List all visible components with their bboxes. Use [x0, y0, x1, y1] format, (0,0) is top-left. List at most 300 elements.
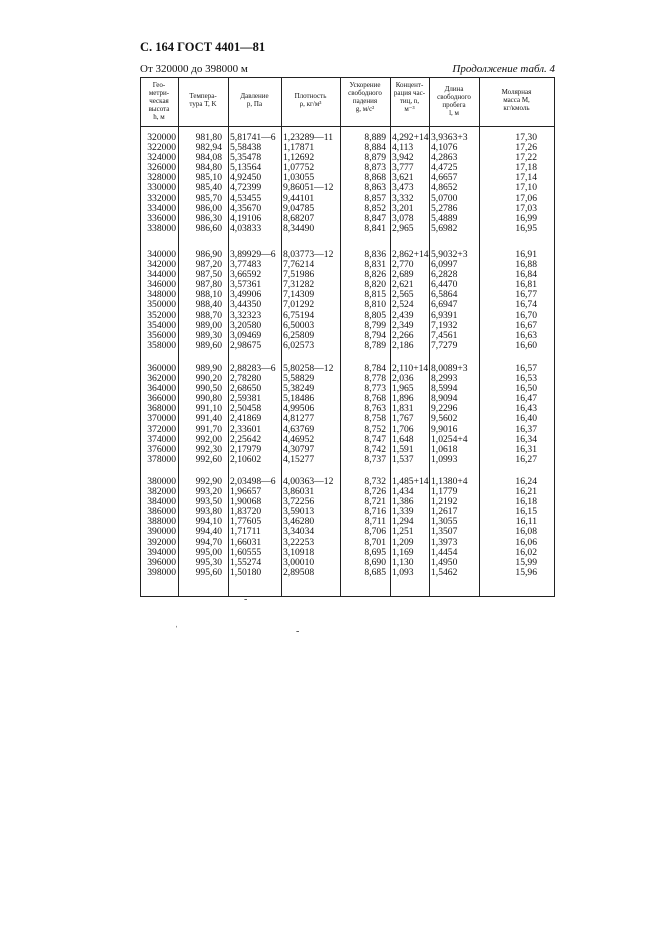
- cell-m: 16,40: [515, 413, 537, 425]
- cell-n: 2,036: [392, 373, 414, 385]
- cell-t: 981,80: [195, 132, 222, 143]
- cell-l: 1,2192: [431, 496, 458, 508]
- cell-p: 2,25642: [230, 433, 262, 445]
- cell-l: 1,0254+4: [431, 433, 468, 445]
- cell-p: 1,96657: [230, 486, 262, 498]
- cell-rho: 3,46280: [283, 516, 315, 528]
- cell-p: 3,66592: [230, 269, 262, 281]
- header-line: падения: [352, 97, 378, 105]
- cell-t: 992,00: [195, 433, 222, 445]
- cell-l: 6,9391: [431, 309, 458, 321]
- cell-g: 8,884: [364, 142, 386, 154]
- cell-g: 8,747: [364, 433, 386, 445]
- cell-p: 1,77605: [230, 516, 262, 528]
- cell-h: 372000: [147, 423, 176, 435]
- cell-t: 988,70: [195, 309, 222, 321]
- cell-rho: 7,01292: [283, 299, 315, 311]
- cell-m: 16,88: [515, 259, 537, 271]
- cell-rho: 1,23289—11: [283, 132, 334, 143]
- cell-g: 8,857: [364, 192, 386, 204]
- cell-rho: 7,14309: [283, 289, 315, 301]
- cell-l: 8,2993: [431, 373, 458, 385]
- cell-l: 1,3973: [431, 536, 458, 548]
- cell-n: 2,965: [392, 222, 414, 234]
- cell-h: 366000: [147, 393, 176, 405]
- cell-t: 985,10: [195, 172, 222, 184]
- cell-p: 4,53455: [230, 192, 262, 204]
- header-line: ρ, кг/м³: [299, 100, 322, 108]
- page-header: С. 164 ГОСТ 4401—81: [140, 40, 266, 54]
- table-row: [140, 568, 555, 578]
- table-row: [140, 341, 555, 351]
- header-line: Длина: [444, 85, 464, 93]
- header-line: тиц, n,: [399, 97, 420, 105]
- cell-g: 8,868: [364, 172, 386, 184]
- cell-p: 4,72399: [230, 182, 262, 194]
- cell-l: 4,8652: [431, 182, 458, 194]
- cell-rho: 1,12692: [283, 152, 315, 164]
- cell-l: 1,1380+4: [431, 476, 468, 487]
- cell-n: 1,485+14: [392, 476, 429, 487]
- cell-g: 8,711: [364, 516, 386, 528]
- cell-g: 8,784: [364, 363, 386, 374]
- cell-g: 8,752: [364, 423, 386, 435]
- cell-t: 984,08: [195, 152, 222, 164]
- cell-g: 8,794: [364, 329, 386, 341]
- cell-m: 15,99: [515, 556, 537, 568]
- header-line: пробега: [442, 101, 466, 109]
- cell-p: 1,71711: [230, 526, 261, 538]
- cell-rho: 1,03055: [283, 172, 315, 184]
- header-line: h, м: [153, 113, 165, 121]
- header-line: свободного: [348, 89, 382, 97]
- cell-rho: 4,30797: [283, 443, 315, 455]
- cell-rho: 4,00363—12: [283, 476, 334, 487]
- cell-t: 990,20: [195, 373, 222, 385]
- cell-h: 362000: [147, 373, 176, 385]
- cell-l: 1,5462: [431, 566, 458, 578]
- cell-rho: 4,15277: [283, 453, 315, 465]
- cell-p: 3,49906: [230, 289, 262, 301]
- cell-n: 2,349: [392, 319, 414, 331]
- cell-h: 394000: [147, 546, 176, 558]
- cell-h: 346000: [147, 279, 176, 291]
- cell-p: 2,59381: [230, 393, 262, 405]
- cell-m: 16,63: [515, 329, 537, 341]
- cell-n: 3,942: [392, 152, 414, 164]
- cell-g: 8,716: [364, 506, 386, 518]
- cell-m: 16,31: [515, 443, 537, 455]
- continuation-label: Продолжение табл. 4: [452, 63, 555, 75]
- cell-n: 3,777: [392, 162, 414, 174]
- header-line: g, м/с²: [355, 105, 375, 113]
- cell-m: 16,60: [515, 339, 537, 351]
- cell-t: 991,10: [195, 403, 222, 415]
- cell-h: 320000: [147, 132, 176, 143]
- cell-t: 989,90: [195, 363, 222, 374]
- column-header-altitude: [140, 81, 178, 121]
- cell-rho: 3,59013: [283, 506, 315, 518]
- header-line: метри-: [148, 89, 170, 97]
- cell-p: 2,50458: [230, 403, 262, 415]
- cell-m: 16,11: [515, 516, 537, 528]
- cell-h: 328000: [147, 172, 176, 184]
- cell-p: 1,50180: [230, 566, 262, 578]
- cell-h: 336000: [147, 212, 176, 224]
- cell-n: 2,266: [392, 329, 414, 341]
- cell-p: 1,90068: [230, 496, 262, 508]
- cell-t: 987,80: [195, 279, 222, 291]
- cell-rho: 7,76214: [283, 259, 315, 271]
- cell-p: 1,55274: [230, 556, 262, 568]
- cell-p: 2,98675: [230, 339, 262, 351]
- cell-p: 2,78280: [230, 373, 262, 385]
- cell-m: 16,37: [515, 423, 537, 435]
- range-label: От 320000 до 398000 м: [140, 63, 248, 75]
- cell-n: 1,434: [392, 486, 414, 498]
- cell-rho: 5,80258—12: [283, 363, 334, 374]
- cell-g: 8,815: [364, 289, 386, 301]
- cell-t: 988,10: [195, 289, 222, 301]
- cell-g: 8,799: [364, 319, 386, 331]
- cell-p: 5,35478: [230, 152, 262, 164]
- cell-l: 7,7279: [431, 339, 458, 351]
- cell-rho: 7,51986: [283, 269, 315, 281]
- cell-h: 348000: [147, 289, 176, 301]
- cell-n: 1,896: [392, 393, 414, 405]
- cell-p: 5,81741—6: [230, 132, 276, 143]
- cell-l: 4,4725: [431, 162, 458, 174]
- cell-g: 8,690: [364, 556, 386, 568]
- cell-p: 1,83720: [230, 506, 262, 518]
- cell-rho: 6,25809: [283, 329, 315, 341]
- cell-l: 5,2786: [431, 202, 458, 214]
- cell-m: 16,67: [515, 319, 537, 331]
- header-line: p, Па: [246, 100, 263, 108]
- cell-g: 8,863: [364, 182, 386, 194]
- cell-g: 8,701: [364, 536, 386, 548]
- cell-n: 2,770: [392, 259, 414, 271]
- cell-rho: 8,68207: [283, 212, 315, 224]
- cell-rho: 3,00010: [283, 556, 315, 568]
- cell-n: 1,965: [392, 383, 414, 395]
- cell-n: 1,294: [392, 516, 414, 528]
- cell-g: 8,758: [364, 413, 386, 425]
- cell-l: 9,2296: [431, 403, 458, 415]
- cell-n: 1,537: [392, 453, 414, 465]
- cell-p: 1,60555: [230, 546, 262, 558]
- cell-n: 1,648: [392, 433, 414, 445]
- cell-p: 2,88283—6: [230, 363, 276, 374]
- cell-t: 995,30: [195, 556, 222, 568]
- cell-t: 985,40: [195, 182, 222, 194]
- cell-t: 987,20: [195, 259, 222, 271]
- cell-m: 16,91: [515, 249, 537, 260]
- column-header-gravity: [340, 81, 390, 113]
- cell-m: 16,47: [515, 393, 537, 405]
- cell-l: 1,4950: [431, 556, 458, 568]
- cell-m: 16,70: [515, 309, 537, 321]
- cell-h: 386000: [147, 506, 176, 518]
- cell-h: 364000: [147, 383, 176, 395]
- cell-h: 354000: [147, 319, 176, 331]
- cell-h: 322000: [147, 142, 176, 154]
- table-block: [140, 364, 555, 465]
- cell-g: 8,852: [364, 202, 386, 214]
- cell-t: 994,10: [195, 516, 222, 528]
- table-row: [140, 224, 555, 234]
- cell-g: 8,805: [364, 309, 386, 321]
- cell-h: 378000: [147, 453, 176, 465]
- cell-h: 352000: [147, 309, 176, 321]
- cell-h: 342000: [147, 259, 176, 271]
- cell-g: 8,847: [364, 212, 386, 224]
- cell-t: 995,60: [195, 566, 222, 578]
- header-line: Ускорение: [349, 81, 381, 89]
- column-header-density: [281, 92, 340, 108]
- cell-l: 5,6982: [431, 222, 458, 234]
- cell-t: 988,40: [195, 299, 222, 311]
- cell-p: 3,77483: [230, 259, 262, 271]
- scan-speck: -: [296, 626, 300, 637]
- cell-h: 332000: [147, 192, 176, 204]
- cell-rho: 7,31282: [283, 279, 315, 291]
- header-line: м⁻³: [404, 105, 415, 113]
- cell-l: 6,5864: [431, 289, 458, 301]
- cell-m: 17,14: [515, 172, 537, 184]
- cell-p: 2,03498—6: [230, 476, 276, 487]
- cell-h: 338000: [147, 222, 176, 234]
- cell-m: 15,96: [515, 566, 537, 578]
- table-block: [140, 250, 555, 351]
- cell-t: 989,00: [195, 319, 222, 331]
- cell-g: 8,810: [364, 299, 386, 311]
- cell-g: 8,879: [364, 152, 386, 164]
- cell-p: 2,41869: [230, 413, 262, 425]
- cell-n: 1,591: [392, 443, 414, 455]
- cell-g: 8,836: [364, 249, 386, 260]
- cell-rho: 4,46952: [283, 433, 315, 445]
- header-line: l, м: [449, 109, 459, 117]
- cell-l: 8,9094: [431, 393, 458, 405]
- cell-g: 8,841: [364, 222, 386, 234]
- cell-g: 8,768: [364, 393, 386, 405]
- scan-speck: -: [244, 594, 248, 605]
- cell-h: 344000: [147, 269, 176, 281]
- cell-t: 990,50: [195, 383, 222, 395]
- cell-g: 8,721: [364, 496, 386, 508]
- cell-g: 8,889: [364, 132, 386, 143]
- cell-rho: 6,75194: [283, 309, 315, 321]
- header-line: Темпера-: [189, 92, 217, 100]
- cell-m: 16,02: [515, 546, 537, 558]
- cell-m: 16,34: [515, 433, 537, 445]
- cell-m: 16,21: [515, 486, 537, 498]
- cell-n: 2,565: [392, 289, 414, 301]
- cell-n: 4,113: [392, 142, 414, 154]
- cell-t: 990,80: [195, 393, 222, 405]
- cell-l: 4,1076: [431, 142, 458, 154]
- cell-m: 17,06: [515, 192, 537, 204]
- cell-h: 330000: [147, 182, 176, 194]
- cell-g: 8,726: [364, 486, 386, 498]
- cell-l: 1,3507: [431, 526, 458, 538]
- cell-l: 5,4889: [431, 212, 458, 224]
- header-line: рация час-: [393, 89, 426, 97]
- cell-rho: 6,02573: [283, 339, 315, 351]
- cell-rho: 4,63769: [283, 423, 315, 435]
- cell-m: 16,53: [515, 373, 537, 385]
- cell-rho: 8,03773—12: [283, 249, 334, 260]
- cell-n: 2,110+14: [392, 363, 429, 374]
- cell-rho: 5,18486: [283, 393, 315, 405]
- header-line: свободного: [437, 93, 471, 101]
- cell-rho: 2,89508: [283, 566, 315, 578]
- cell-p: 2,17979: [230, 443, 262, 455]
- cell-h: 374000: [147, 433, 176, 445]
- cell-m: 16,18: [515, 496, 537, 508]
- cell-l: 1,2617: [431, 506, 458, 518]
- cell-rho: 9,04785: [283, 202, 315, 214]
- header-line: Концент-: [395, 81, 424, 89]
- table-block: [140, 133, 555, 234]
- cell-g: 8,873: [364, 162, 386, 174]
- cell-l: 9,9016: [431, 423, 458, 435]
- cell-l: 6,2828: [431, 269, 458, 281]
- cell-t: 989,60: [195, 339, 222, 351]
- cell-t: 991,70: [195, 423, 222, 435]
- cell-t: 986,30: [195, 212, 222, 224]
- cell-n: 1,093: [392, 566, 414, 578]
- cell-m: 16,95: [515, 222, 537, 234]
- header-line: высота: [148, 105, 170, 113]
- cell-m: 16,08: [515, 526, 537, 538]
- cell-g: 8,742: [364, 443, 386, 455]
- cell-n: 2,524: [392, 299, 414, 311]
- cell-m: 17,22: [515, 152, 537, 164]
- cell-l: 1,3055: [431, 516, 458, 528]
- header-rule: [140, 126, 555, 127]
- cell-m: 17,10: [515, 182, 537, 194]
- cell-g: 8,685: [364, 566, 386, 578]
- cell-rho: 9,86051—12: [283, 182, 334, 194]
- cell-n: 1,767: [392, 413, 414, 425]
- cell-n: 2,186: [392, 339, 414, 351]
- cell-p: 3,89929—6: [230, 249, 276, 260]
- cell-h: 392000: [147, 536, 176, 548]
- cell-p: 3,57361: [230, 279, 262, 291]
- cell-h: 396000: [147, 556, 176, 568]
- cell-t: 993,50: [195, 496, 222, 508]
- cell-h: 390000: [147, 526, 176, 538]
- cell-h: 388000: [147, 516, 176, 528]
- cell-m: 16,15: [515, 506, 537, 518]
- cell-n: 1,130: [392, 556, 414, 568]
- cell-p: 3,32323: [230, 309, 262, 321]
- cell-n: 1,209: [392, 536, 414, 548]
- cell-m: 17,30: [515, 132, 537, 143]
- cell-l: 1,1779: [431, 486, 458, 498]
- cell-g: 8,820: [364, 279, 386, 291]
- cell-h: 334000: [147, 202, 176, 214]
- header-line: Плотность: [294, 92, 327, 100]
- cell-rho: 6,50003: [283, 319, 315, 331]
- cell-n: 3,201: [392, 202, 414, 214]
- cell-l: 7,4561: [431, 329, 458, 341]
- cell-h: 360000: [147, 363, 176, 374]
- cell-rho: 5,58829: [283, 373, 315, 385]
- cell-t: 987,50: [195, 269, 222, 281]
- cell-h: 350000: [147, 299, 176, 311]
- cell-p: 1,66031: [230, 536, 262, 548]
- cell-p: 3,09469: [230, 329, 262, 341]
- cell-n: 3,621: [392, 172, 414, 184]
- cell-rho: 9,44101: [283, 192, 315, 204]
- cell-n: 1,706: [392, 423, 414, 435]
- cell-m: 16,77: [515, 289, 537, 301]
- scan-speck: ˈ: [175, 625, 179, 636]
- cell-l: 3,9363+3: [431, 132, 468, 143]
- cell-p: 5,58438: [230, 142, 262, 154]
- header-line: тура T, K: [189, 100, 217, 108]
- cell-g: 8,737: [364, 453, 386, 465]
- cell-m: 16,24: [515, 476, 537, 487]
- cell-h: 398000: [147, 566, 176, 578]
- column-header-concentration: [390, 81, 429, 113]
- cell-g: 8,763: [364, 403, 386, 415]
- cell-n: 2,689: [392, 269, 414, 281]
- cell-h: 358000: [147, 339, 176, 351]
- cell-t: 986,60: [195, 222, 222, 234]
- cell-rho: 8,34490: [283, 222, 315, 234]
- header-line: Гео-: [152, 81, 166, 89]
- cell-l: 5,0700: [431, 192, 458, 204]
- cell-m: 16,27: [515, 453, 537, 465]
- cell-g: 8,826: [364, 269, 386, 281]
- cell-n: 1,169: [392, 546, 414, 558]
- column-header-molar-mass: [479, 88, 554, 112]
- cell-t: 994,70: [195, 536, 222, 548]
- cell-rho: 4,99506: [283, 403, 315, 415]
- cell-h: 380000: [147, 476, 176, 487]
- cell-m: 16,99: [515, 212, 537, 224]
- cell-n: 3,078: [392, 212, 414, 224]
- cell-l: 8,0089+3: [431, 363, 468, 374]
- cell-t: 986,00: [195, 202, 222, 214]
- cell-m: 16,84: [515, 269, 537, 281]
- cell-n: 2,439: [392, 309, 414, 321]
- header-line: ческая: [149, 97, 169, 105]
- cell-t: 993,80: [195, 506, 222, 518]
- cell-p: 3,44350: [230, 299, 262, 311]
- cell-p: 2,10602: [230, 453, 262, 465]
- cell-t: 992,90: [195, 476, 222, 487]
- cell-l: 1,4454: [431, 546, 458, 558]
- cell-l: 6,0997: [431, 259, 458, 271]
- cell-n: 1,251: [392, 526, 414, 538]
- cell-h: 324000: [147, 152, 176, 164]
- atmosphere-table: [140, 78, 555, 597]
- table-row: [140, 455, 555, 465]
- cell-h: 384000: [147, 496, 176, 508]
- cell-t: 986,90: [195, 249, 222, 260]
- header-line: Давление: [240, 92, 269, 100]
- cell-t: 985,70: [195, 192, 222, 204]
- cell-n: 3,473: [392, 182, 414, 194]
- cell-g: 8,706: [364, 526, 386, 538]
- cell-t: 992,30: [195, 443, 222, 455]
- cell-h: 326000: [147, 162, 176, 174]
